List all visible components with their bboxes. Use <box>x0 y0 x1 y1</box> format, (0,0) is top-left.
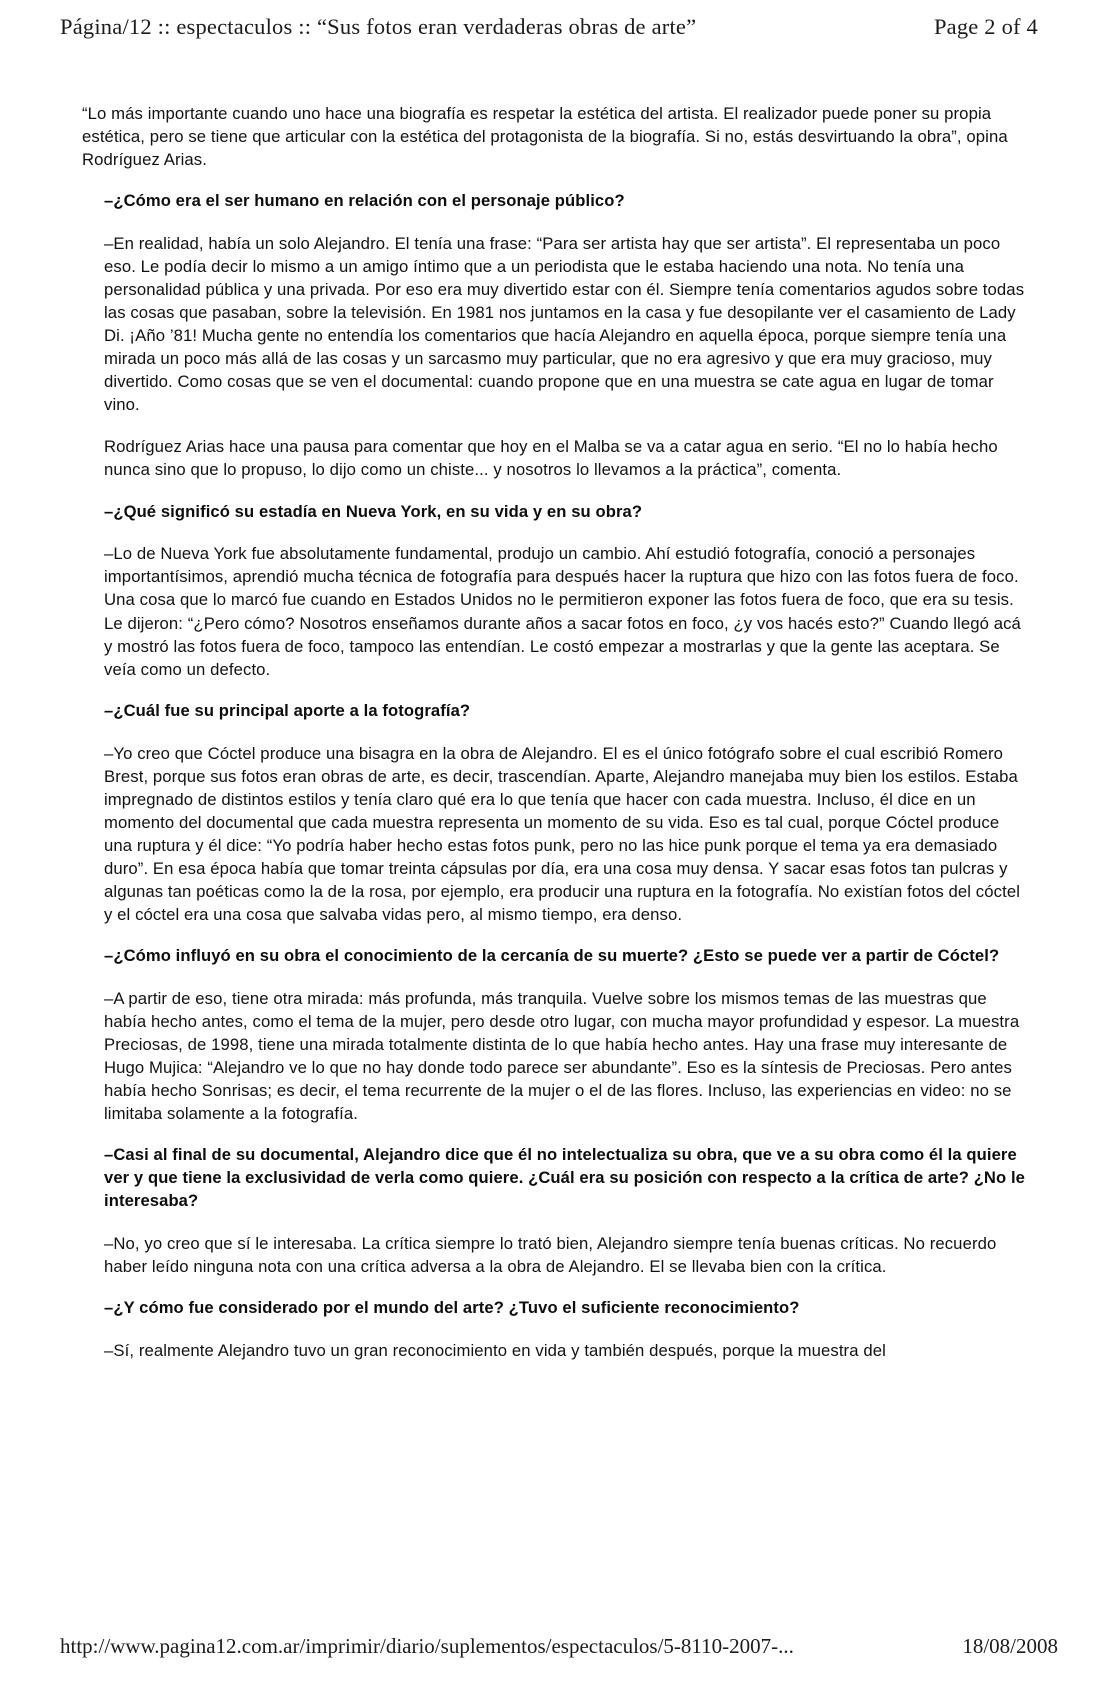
answer-1: –En realidad, había un solo Alejandro. El tenía una frase: “Para ser artista hay que ser artista”. El representaba un poco eso. Le podía decir lo mismo a un amigo íntimo que a un periodista que le estaba haciendo una nota. No tenía una personalidad pública y una privada. Por eso era muy divertido estar con él. Siempre tenía comentarios agudos sobre todas las cosas que pasaban, sobre la televisión. En 1981 nos juntamos en la casa y fue desopilante ver el casamiento de Lady Di. ¡Año ’81! Mucha gente no entendía los comentarios que hacía Alejandro en aquella época, porque siempre tenía una mirada un poco más allá de las cosas y un sarcasmo muy particular, que no era agresivo y que era muy gracioso, muy divertido. Como cosas que se ven el documental: cuando propone que en una muestra se cate agua en lugar de tomar vino. <box>104 234 1025 415</box>
answer-4: –A partir de eso, tiene otra mirada: más profunda, más tranquila. Vuelve sobre los mismos temas de las muestras que había hecho antes, como el tema de la mujer, pero desde otro lugar, con mucha mayor profundidad y espesor. La muestra Preciosas, de 1998, tiene una mirada totalmente distinta de lo que había hecho antes. Hay una frase muy interesante de Hugo Mujica: “Alejandro ve lo que no hay donde todo parece ser abundante”. Eso es la síntesis de Preciosas. Pero antes había hecho Sonrisas; es decir, el tema recurrente de la mujer o el de las flores. Incluso, las experiencias en video: no se limitaba solamente a la fotografía. <box>104 988 1020 1124</box>
answer-1-continued: Rodríguez Arias hace una pausa para comentar que hoy en el Malba se va a catar agua en serio. “El no lo había hecho nunca sino que lo propuso, lo dijo como un chiste... y nosotros lo llevamos a la práctica”, comenta. <box>104 437 998 480</box>
question-4: –¿Cómo influyó en su obra el conocimiento de la cercanía de su muerte? ¿Esto se puede ver a partir de Cóctel? <box>104 945 1000 965</box>
answer-6: –Sí, realmente Alejandro tuvo un gran reconocimiento en vida y también después, porque la muestra del <box>104 1340 886 1360</box>
page-footer <box>0 1634 1106 1659</box>
question-5: –Casi al final de su documental, Alejandro dice que él no intelectualiza su obra, que ve a su obra como él la quiere ver y que tiene la exclusividad de verla como quiere. ¿Cuál era su posición con respecto a la crítica de arte? ¿No le interesaba? <box>104 1145 1025 1210</box>
footer-source-url: http://www.pagina12.com.ar/imprimir/diario/suplementos/espectaculos/5-8110-2007-... <box>60 1634 794 1658</box>
question-6: –¿Y cómo fue considerado por el mundo del arte? ¿Tuvo el suficiente reconocimiento? <box>104 1297 800 1317</box>
footer-print-date: 18/08/2008 <box>962 1634 1058 1658</box>
page-header <box>60 14 1046 40</box>
question-2: –¿Qué significó su estadía en Nueva York, en su vida y en su obra? <box>104 501 643 521</box>
paragraph-intro: “Lo más importante cuando uno hace una biografía es respetar la estética del artista. El realizador puede poner su propia estética, pero se tiene que articular con la estética del protagonista de la biografía. Si no, estás desvirtuando la obra”, opina Rodríguez Arias. <box>82 104 1008 170</box>
answer-5: –No, yo creo que sí le interesaba. La crítica siempre lo trató bien, Alejandro siempre tenía buenas críticas. No recuerdo haber leído ninguna nota con una crítica adversa a la obra de Alejandro. El se llevaba bien con la crítica. <box>104 1233 997 1276</box>
document-body <box>60 102 1046 1362</box>
header-page-number: Page 2 of 4 <box>933 14 1038 39</box>
answer-2: –Lo de Nueva York fue absolutamente fundamental, produjo un cambio. Ahí estudió fotografía, conoció a personajes importantísimos, aprendió mucha técnica de fotografía para después hacer la ruptura que hizo con las fotos fuera de foco. Una cosa que lo marcó fue cuando en Estados Unidos no le permitieron exponer las fotos fuera de foco, que era su tesis. Le dijeron: “¿Pero cómo? Nosotros enseñamos durante años a sacar fotos en foco, ¿y vos hacés esto?” Cuando llegó acá y mostró las fotos fuera de foco, tampoco las entendían. Le costó empezar a mostrarlas y que la gente las aceptara. Se veía como un defecto. <box>104 544 1021 679</box>
question-3: –¿Cuál fue su principal aporte a la fotografía? <box>104 700 471 720</box>
question-1: –¿Cómo era el ser humano en relación con el personaje público? <box>104 191 625 211</box>
answer-3: –Yo creo que Cóctel produce una bisagra en la obra de Alejandro. El es el único fotógrafo sobre el cual escribió Romero Brest, porque sus fotos eran obras de arte, es decir, trascendían. Aparte, Alejandro manejaba muy bien los estilos. Estaba impregnado de distintos estilos y tenía claro qué era lo que tenía que hacer con cada muestra. Incluso, él dice en un momento del documental que cada muestra representa un momento de su vida. Eso es tal cual, porque Cóctel produce una ruptura y él dice: “Yo podría haber hecho estas fotos punk, pero no las hice punk porque el tema ya era demasiado duro”. En esa época había que tomar treinta cápsulas por día, era una cosa muy densa. Y sacar esas fotos tan pulcras y algunas tan poéticas como la de la rosa, por ejemplo, era producir una ruptura en la fotografía. No existían fotos del cóctel y el cóctel era una cosa que salvaba vidas pero, al mismo tiempo, era denso. <box>104 743 1021 924</box>
header-title: Página/12 :: espectaculos :: “Sus fotos eran verdaderas obras de arte” <box>60 14 697 39</box>
